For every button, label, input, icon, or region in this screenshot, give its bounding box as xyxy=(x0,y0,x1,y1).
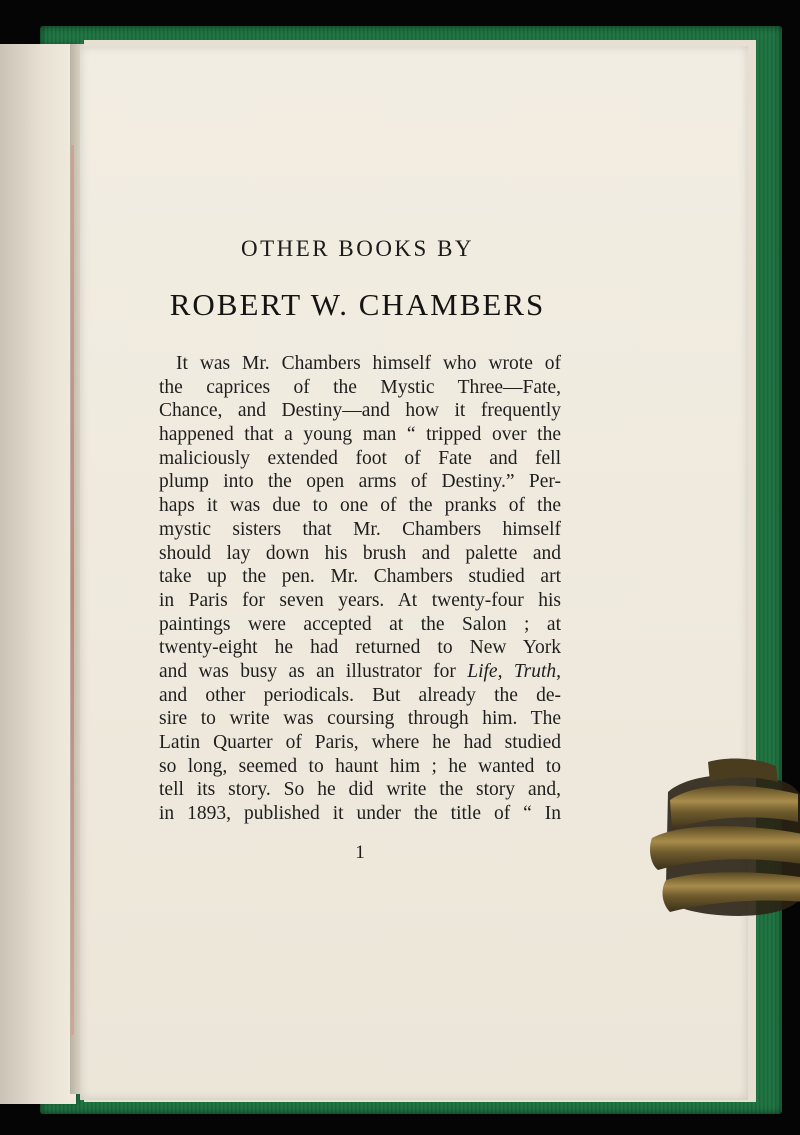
body-line: in Paris for seven years. At twenty-four his xyxy=(159,589,561,611)
body-line: and was busy as an illustrator for Life, Truth, xyxy=(159,660,561,682)
body-line: tell its story. So he did write the story and, xyxy=(159,779,561,801)
body-line: Latin Quarter of Paris, where he had studied xyxy=(159,732,561,753)
body-line: haps it was due to one of the pranks of the xyxy=(159,495,561,517)
page-number: 1 xyxy=(355,842,365,863)
body-paragraph xyxy=(159,352,561,826)
body-line: and other periodicals. But already the de- xyxy=(159,684,561,706)
body-line: plump into the open arms of Destiny.” Per- xyxy=(159,471,561,493)
body-line: twenty-eight he had returned to New York xyxy=(159,637,561,659)
body-line: It was Mr. Chambers himself who wrote of xyxy=(176,353,561,374)
body-line: Chance, and Destiny—and how it frequently xyxy=(159,400,561,422)
left-page xyxy=(0,44,76,1104)
body-line: the caprices of the Mystic Three—Fate, xyxy=(159,376,561,398)
body-line: maliciously extended foot of Fate and fell xyxy=(159,447,561,469)
body-line: so long, seemed to haunt him ; he wanted to xyxy=(159,755,561,777)
body-line: happened that a young man “ tripped over the xyxy=(159,424,561,446)
body-line: mystic sisters that Mr. Chambers himself xyxy=(159,518,561,540)
body-line: sire to write was coursing through him. The xyxy=(159,708,561,730)
body-line: take up the pen. Mr. Chambers studied art xyxy=(159,566,561,588)
body-line: in 1893, published it under the title of “ In xyxy=(159,803,561,825)
heading-author-name: ROBERT W. CHAMBERS xyxy=(169,287,546,322)
body-line: should lay down his brush and palette and xyxy=(159,542,561,564)
ribbon-bookmark xyxy=(71,145,74,1035)
heading-other-books-by: OTHER BOOKS BY xyxy=(240,236,475,261)
brass-book-weight-icon xyxy=(648,752,800,924)
body-line: paintings were accepted at the Salon ; at xyxy=(159,613,561,635)
